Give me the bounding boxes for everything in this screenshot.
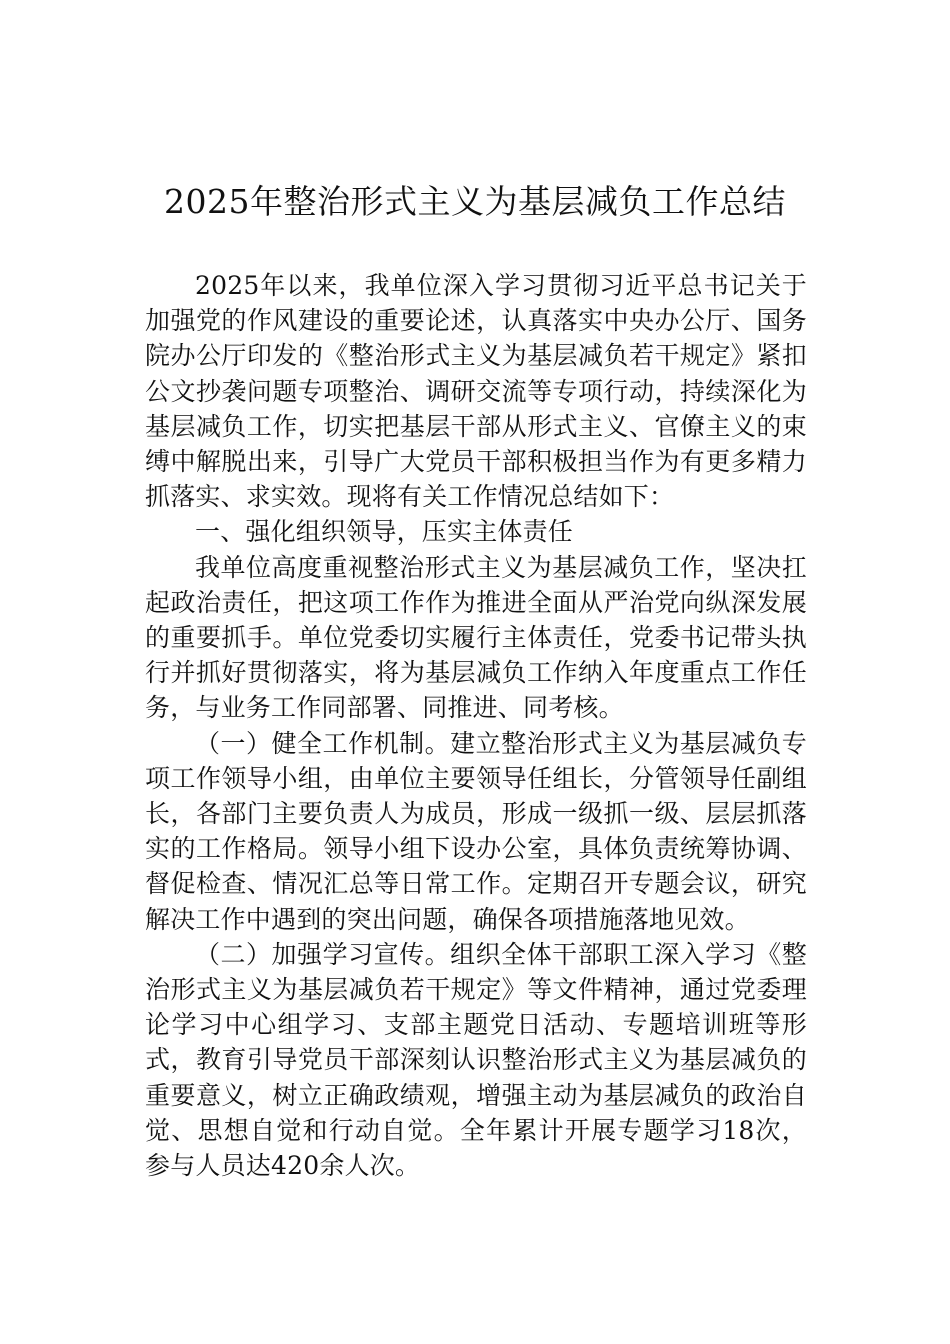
item-2-paragraph: （二）加强学习宣传。组织全体干部职工深入学习《整治形式主义为基层减负若干规定》等文件精神，通过党委理论学习中心组学习、支部主题党日活动、专题培训班等形式，教育引导党员干部深刻认识整治形式主义为基层减负的重要意义，树立正确政绩观，增强主动为基层减负的政治自觉、思想自觉和行动自觉。全年累计开展专题学习18次，参与人员达420余人次。	[145, 939, 807, 1181]
document-title: 2025年整治形式主义为基层减负工作总结	[164, 182, 786, 221]
document-body	[145, 268, 807, 1183]
intro-paragraph: 2025年以来，我单位深入学习贯彻习近平总书记关于加强党的作风建设的重要论述，认真落实中央办公厅、国务院办公厅印发的《整治形式主义为基层减负若干规定》紧扣公文抄袭问题专项整治、调研交流等专项行动，持续深化为基层减负工作，切实把基层干部从形式主义、官僚主义的束缚中解脱出来，引导广大党员干部积极担当作为有更多精力抓落实、求实效。现将有关工作情况总结如下：	[145, 271, 807, 512]
section-1-heading: 一、强化组织领导，压实主体责任	[195, 517, 574, 547]
item-1-paragraph: （一）健全工作机制。建立整治形式主义为基层减负专项工作领导小组，由单位主要领导任组长，分管领导任副组长，各部门主要负责人为成员，形成一级抓一级、层层抓落实的工作格局。领导小组下设办公室，具体负责统筹协调、督促检查、情况汇总等日常工作。定期召开专题会议，研究解决工作中遇到的突出问题，确保各项措施落地见效。	[145, 728, 807, 934]
section-1-paragraph: 我单位高度重视整治形式主义为基层减负工作，坚决扛起政治责任，把这项工作作为推进全面从严治党向纵深发展的重要抓手。单位党委切实履行主体责任，党委书记带头执行并抓好贯彻落实，将为基层减负工作纳入年度重点工作任务，与业务工作同部署、同推进、同考核。	[145, 552, 807, 723]
